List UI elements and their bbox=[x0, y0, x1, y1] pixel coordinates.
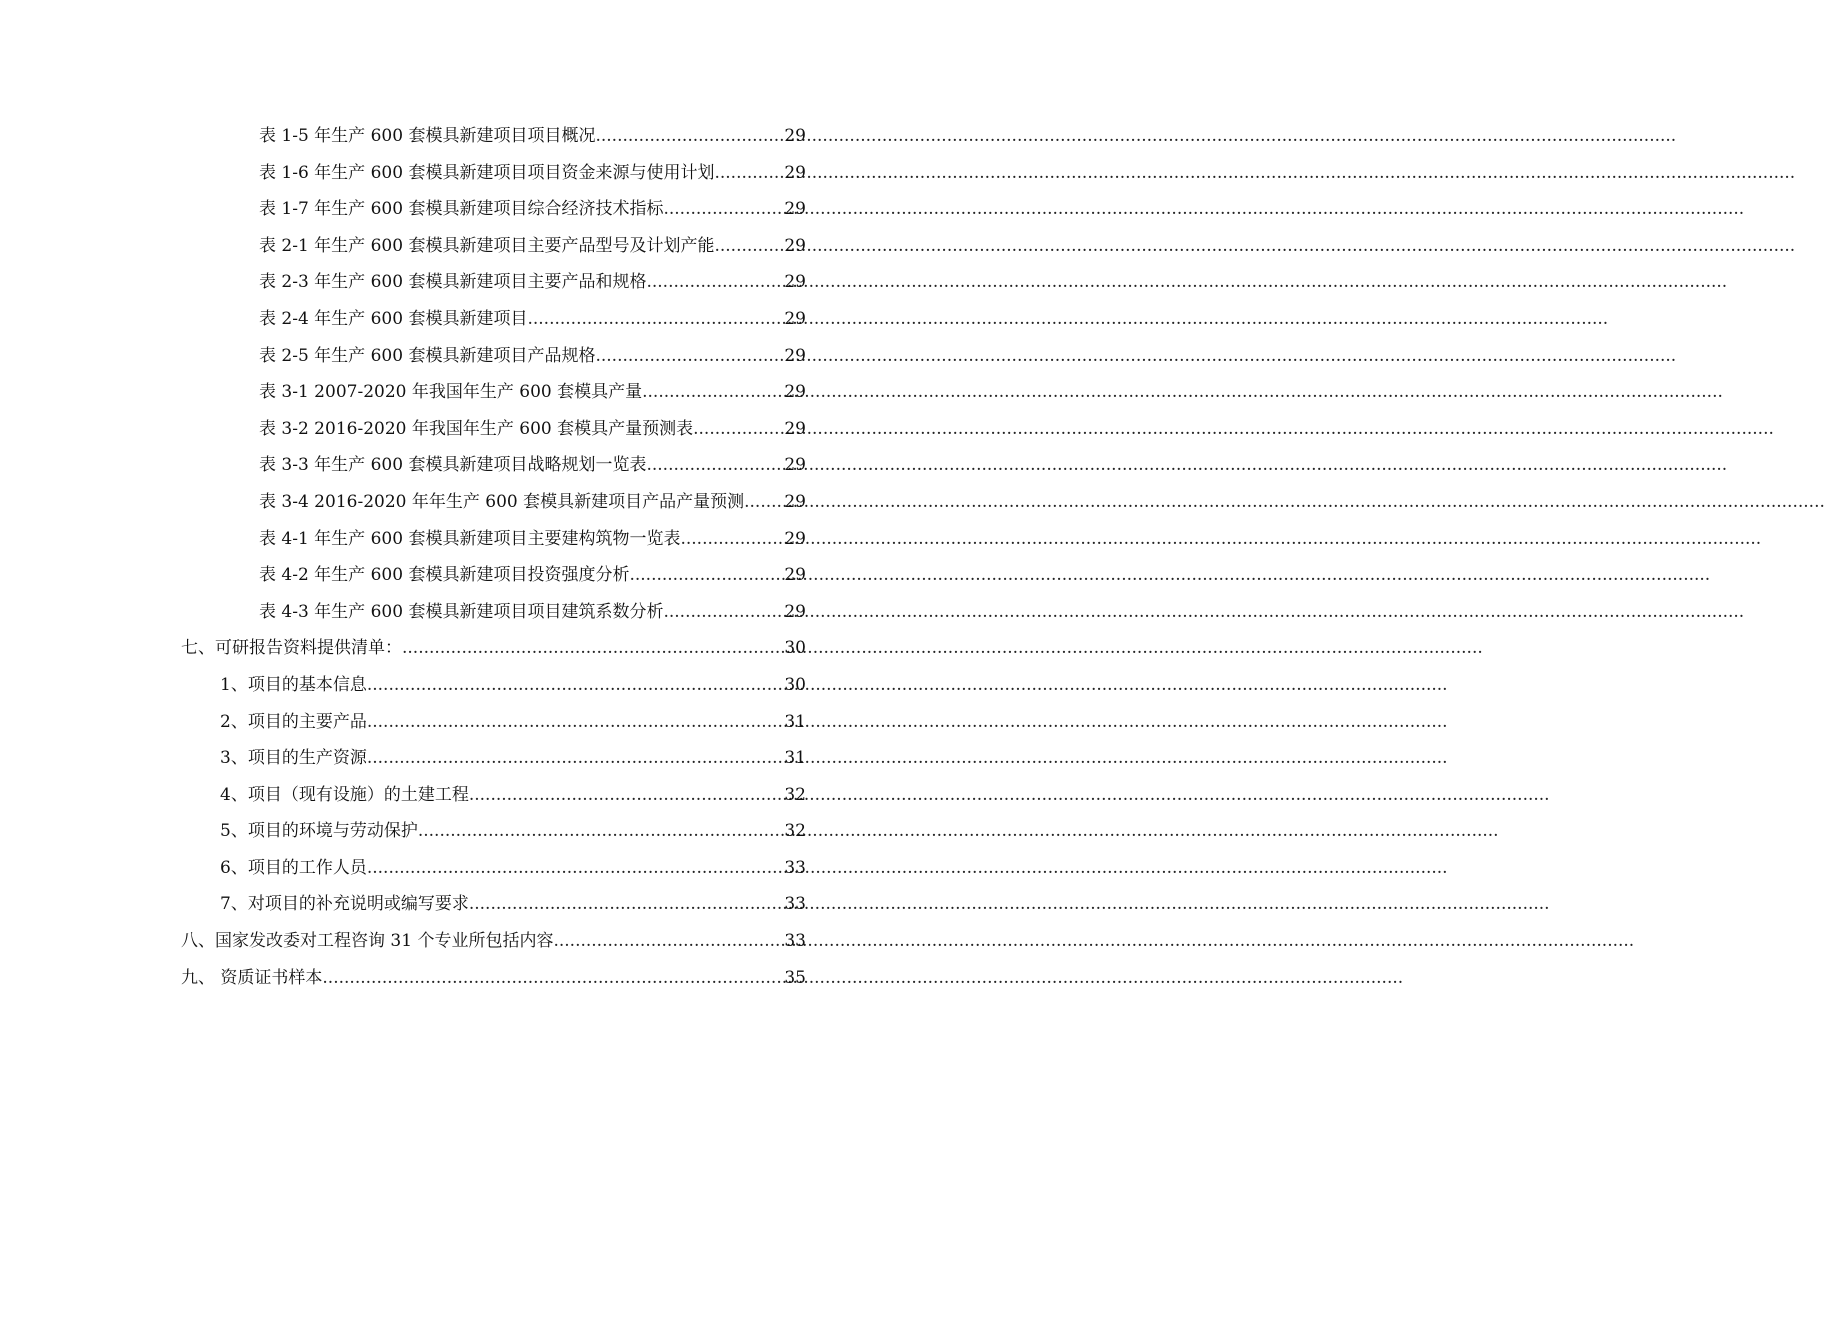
toc-entry-title: 八、国家发改委对工程咨询 31 个专业所包括内容 bbox=[181, 931, 554, 952]
toc-entry-page-number: 29 bbox=[784, 272, 806, 293]
toc-dot-leader bbox=[322, 960, 780, 997]
table-of-contents bbox=[0, 118, 950, 996]
toc-dot-leader bbox=[646, 447, 780, 484]
toc-dot-leader bbox=[469, 777, 780, 814]
toc-entry[interactable] bbox=[0, 228, 950, 265]
toc-entry-title: 7、对项目的补充说明或编写要求 bbox=[220, 894, 469, 915]
toc-entry[interactable] bbox=[0, 704, 950, 741]
toc-entry[interactable] bbox=[0, 484, 950, 521]
toc-entry[interactable] bbox=[0, 447, 950, 484]
toc-dot-leader bbox=[367, 667, 780, 704]
toc-dot-leader bbox=[744, 484, 780, 521]
toc-entry[interactable] bbox=[0, 630, 950, 667]
toc-dot-leader bbox=[367, 740, 780, 777]
toc-dot-leader bbox=[693, 411, 780, 448]
toc-entry-title: 表 4-1 年生产 600 套模具新建项目主要建构筑物一览表 bbox=[259, 528, 681, 549]
toc-entry-page-number: 32 bbox=[784, 821, 806, 842]
toc-dot-leader bbox=[680, 521, 780, 558]
toc-dot-leader bbox=[714, 228, 780, 265]
toc-entry-page-number: 29 bbox=[784, 308, 806, 329]
toc-entry[interactable] bbox=[0, 557, 950, 594]
toc-dot-leader bbox=[469, 886, 780, 923]
toc-entry[interactable] bbox=[0, 777, 950, 814]
toc-entry[interactable] bbox=[0, 374, 950, 411]
toc-entry-title: 表 2-1 年生产 600 套模具新建项目主要产品型号及计划产能 bbox=[259, 235, 715, 256]
toc-entry-title: 表 4-2 年生产 600 套模具新建项目投资强度分析 bbox=[259, 565, 630, 586]
toc-entry[interactable] bbox=[0, 521, 950, 558]
toc-entry[interactable] bbox=[0, 338, 950, 375]
toc-entry-page-number: 31 bbox=[784, 748, 806, 769]
toc-dot-leader bbox=[663, 191, 780, 228]
toc-entry-page-number: 29 bbox=[784, 491, 806, 512]
toc-entry[interactable] bbox=[0, 301, 950, 338]
toc-dot-leader bbox=[553, 923, 780, 960]
toc-entry-page-number: 33 bbox=[784, 857, 806, 878]
toc-entry-title: 表 1-7 年生产 600 套模具新建项目综合经济技术指标 bbox=[259, 199, 664, 220]
toc-entry-page-number: 33 bbox=[784, 894, 806, 915]
toc-entry-title: 1、项目的基本信息 bbox=[220, 674, 367, 695]
toc-dot-leader bbox=[595, 338, 780, 375]
toc-entry-page-number: 29 bbox=[784, 162, 806, 183]
toc-entry[interactable] bbox=[0, 155, 950, 192]
toc-dot-leader bbox=[663, 594, 780, 631]
toc-entry[interactable] bbox=[0, 923, 950, 960]
toc-entry-page-number: 29 bbox=[784, 418, 806, 439]
toc-entry[interactable] bbox=[0, 264, 950, 301]
toc-entry[interactable] bbox=[0, 886, 950, 923]
toc-dot-leader bbox=[714, 155, 780, 192]
toc-entry-page-number: 29 bbox=[784, 601, 806, 622]
toc-entry-title: 表 3-3 年生产 600 套模具新建项目战略规划一览表 bbox=[259, 455, 647, 476]
toc-dot-leader bbox=[402, 630, 780, 667]
toc-dot-leader bbox=[418, 813, 780, 850]
toc-entry-title: 表 2-3 年生产 600 套模具新建项目主要产品和规格 bbox=[259, 272, 647, 293]
toc-dot-leader bbox=[629, 557, 780, 594]
toc-entry[interactable] bbox=[0, 850, 950, 887]
toc-entry-title: 表 2-4 年生产 600 套模具新建项目 bbox=[259, 308, 528, 329]
toc-entry-title: 6、项目的工作人员 bbox=[220, 857, 367, 878]
toc-entry-title: 表 3-1 2007-2020 年我国年生产 600 套模具产量 bbox=[259, 382, 643, 403]
toc-entry[interactable] bbox=[0, 740, 950, 777]
toc-entry-title: 3、项目的生产资源 bbox=[220, 748, 367, 769]
toc-entry-page-number: 30 bbox=[784, 674, 806, 695]
toc-entry[interactable] bbox=[0, 594, 950, 631]
toc-entry-page-number: 31 bbox=[784, 711, 806, 732]
toc-entry-title: 九、 资质证书样本 bbox=[181, 967, 323, 988]
toc-dot-leader bbox=[642, 374, 780, 411]
toc-entry[interactable] bbox=[0, 667, 950, 704]
toc-entry-title: 表 3-4 2016-2020 年年生产 600 套模具新建项目产品产量预测 bbox=[259, 491, 745, 512]
toc-dot-leader bbox=[367, 704, 780, 741]
toc-entry-title: 表 2-5 年生产 600 套模具新建项目产品规格 bbox=[259, 345, 596, 366]
toc-entry-page-number: 29 bbox=[784, 199, 806, 220]
toc-dot-leader bbox=[595, 118, 780, 155]
toc-entry-page-number: 29 bbox=[784, 455, 806, 476]
toc-entry[interactable] bbox=[0, 118, 950, 155]
toc-entry-title: 七、可研报告资料提供清单： bbox=[181, 638, 402, 659]
toc-entry-page-number: 29 bbox=[784, 235, 806, 256]
toc-entry-page-number: 33 bbox=[784, 931, 806, 952]
toc-entry-page-number: 29 bbox=[784, 565, 806, 586]
toc-entry-title: 表 1-6 年生产 600 套模具新建项目项目资金来源与使用计划 bbox=[259, 162, 715, 183]
toc-dot-leader bbox=[527, 301, 780, 338]
toc-entry-title: 2、项目的主要产品 bbox=[220, 711, 367, 732]
toc-entry-page-number: 29 bbox=[784, 382, 806, 403]
toc-entry-title: 表 1-5 年生产 600 套模具新建项目项目概况 bbox=[259, 126, 596, 146]
toc-entry-page-number: 29 bbox=[784, 345, 806, 366]
toc-entry-title: 4、项目（现有设施）的土建工程 bbox=[220, 784, 469, 805]
toc-entry-page-number: 35 bbox=[784, 967, 806, 988]
toc-dot-leader bbox=[367, 850, 780, 887]
toc-entry-page-number: 30 bbox=[784, 638, 806, 659]
toc-entry[interactable] bbox=[0, 411, 950, 448]
toc-entry-page-number: 29 bbox=[784, 528, 806, 549]
toc-entry-page-number: 29 bbox=[784, 126, 806, 146]
toc-entry-title: 表 3-2 2016-2020 年我国年生产 600 套模具产量预测表 bbox=[259, 418, 694, 439]
toc-entry-title: 表 4-3 年生产 600 套模具新建项目项目建筑系数分析 bbox=[259, 601, 664, 622]
toc-entry[interactable] bbox=[0, 813, 950, 850]
toc-entry-title: 5、项目的环境与劳动保护 bbox=[220, 821, 418, 842]
toc-entry-page-number: 32 bbox=[784, 784, 806, 805]
toc-dot-leader bbox=[646, 264, 780, 301]
toc-entry[interactable] bbox=[0, 960, 950, 997]
toc-entry[interactable] bbox=[0, 191, 950, 228]
